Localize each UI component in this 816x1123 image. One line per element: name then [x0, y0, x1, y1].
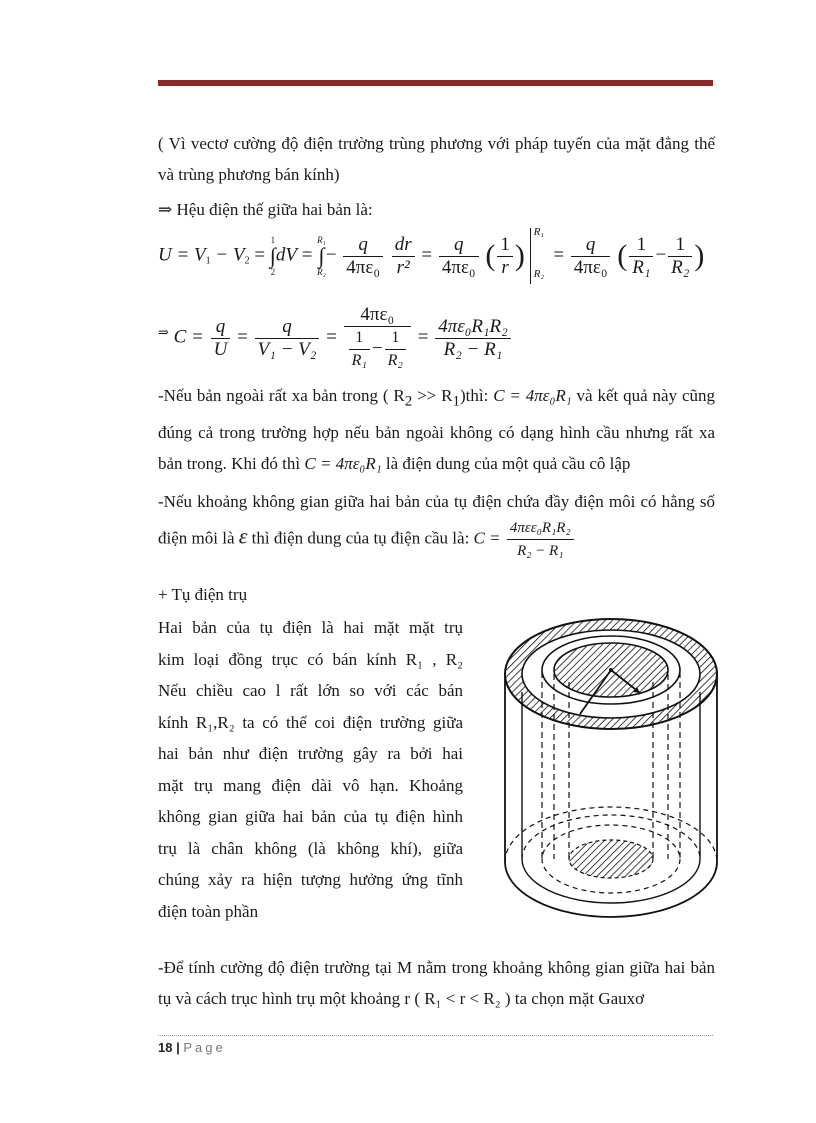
cyl-line: kim loại đồng trục có bán kính R₁ , R₂ [158, 649, 463, 669]
page-footer: 18 | Page [158, 1040, 226, 1055]
equation-capacitance: ⇒ C = $\frac{q}{U}$ = $\frac{q}{\text{V₁ − V₂}}$ = 4πε₀ $\frac{1}{\text{R₁}}$ − $\frac{1}{\text{R₂}}$ = $\frac{\text{4πε₀R₁R₂}}{\text{R₂ − R₁}}$ [158, 304, 513, 372]
cyl-line: hai bản như điện trường gây ra bởi hai [158, 744, 463, 763]
cyl-line: không gian giữa hai bản của tụ điện hình [158, 807, 463, 826]
cyl-line: Hai bản của tụ điện là hai mặt mặt trụ [158, 618, 463, 637]
para-far-plate: -Nếu bản ngoài rất xa bản trong ( $R_2$ >> $R_1)thì$: C = 4πε₀R₁ và kết quả này cũng đúng cả trong trường hợp nếu bản ngoài không có dạng hình cầu nhưng rất xa bản trong. Khi đó thì C = 4πε₀R₁ là điện dung của một quả cầu cô lập [158, 386, 715, 474]
cyl-line: điện toàn phần [158, 901, 259, 921]
equation-potential: $U = V_1 - V_2$ = 1 ∫ 2 dV = R₁ ∫ R₂ − $\frac{q}{\text{4πε₀}}$ $\frac{dr}{\text{r²}}$ = $\frac{q}{\text{4πε₀}}$ ( $\frac{1}{r}$ ) R₁ R₂ = $\frac{q}{\text{4πε₀}}$ ( $\frac{1}{\text{R₁}}$ − $\frac{1}{\text{R₂}}$ ) [158, 228, 704, 284]
cyl-line: mặt trụ mang điện dài vô hạn. Khoảng [158, 775, 463, 795]
para-gauss-surface: -Để tính cường độ điện trường tại M nằm trong khoảng không gian giữa hai bản tụ và cách trục hình trụ một khoảng r ( R₁ < r < R₂ ) ta chọn mặt Gauxơ [158, 958, 715, 1008]
footer-rule [158, 1035, 713, 1036]
cyl-line: chúng xảy ra hiện tượng hưởng ứng tĩnh [158, 870, 463, 889]
page-number: 18 [158, 1040, 173, 1055]
inner-core-bottom [569, 840, 653, 878]
cyl-line: Nếu chiều cao l rất lớn so với các bán [158, 681, 463, 700]
heading-cylindrical-capacitor: + Tụ điện trụ [158, 585, 248, 604]
header-rule [158, 80, 713, 86]
para-dielectric: -Nếu khoảng không gian giữa hai bản của tụ điện chứa đầy điện môi có hằng số điện môi là ε thì điện dung của tụ điện cầu là: C = $\frac{\text{4πεε₀R₁R₂}}{\text{R₂ − R₁}}$ [158, 492, 715, 559]
page-label: Page [183, 1040, 226, 1055]
axis-point [609, 668, 613, 672]
cyl-line: kính R₁,R₂ ta có thể coi điện trường giữa [158, 712, 463, 732]
cyl-line: trụ là chân không (là không khí), giữa [158, 838, 463, 858]
cylindrical-capacitor-figure [500, 612, 722, 920]
cyl-description [158, 612, 463, 927]
para-vector-note: ( Vì vectơ cường độ điện trường trùng phương với pháp tuyến của mặt đẳng thế và trùng phương bán kính) [158, 134, 715, 184]
heading-potential-difference: ⇒ Hệu điện thế giữa hai bản là: [158, 200, 373, 219]
